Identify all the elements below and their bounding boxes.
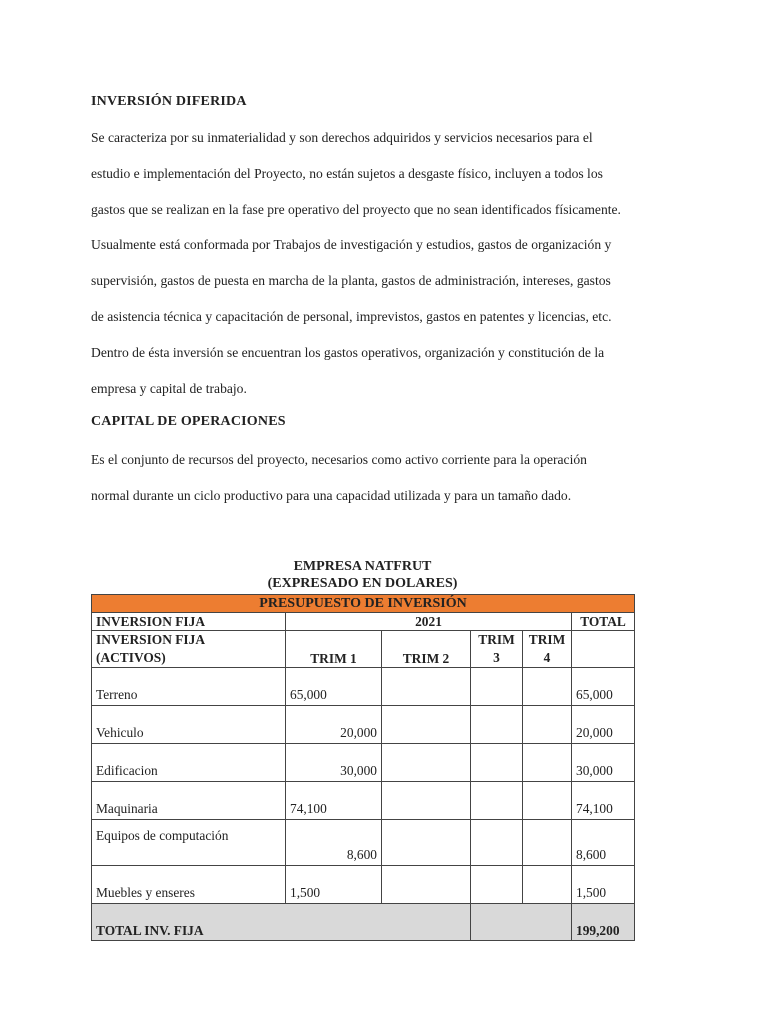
- subheader-activos-line2: (ACTIVOS): [96, 650, 166, 665]
- subheader-trim3: [471, 631, 523, 668]
- subheader-total-empty: [572, 631, 635, 668]
- table-header-row: [92, 613, 635, 631]
- row-total: 65,000: [572, 668, 635, 706]
- row-trim3: [471, 744, 523, 782]
- header-year: 2021: [286, 613, 572, 631]
- row-label: Vehiculo: [92, 706, 286, 744]
- row-label: Edificacion: [92, 744, 286, 782]
- subheader-trim3-line2: 3: [493, 650, 500, 665]
- paragraph-line: Es el conjunto de recursos del proyecto, necesarios como activo corriente para la operación: [91, 452, 587, 467]
- row-trim4: [523, 706, 572, 744]
- row-trim3: [471, 820, 523, 866]
- table-title: PRESUPUESTO DE INVERSIÓN: [92, 595, 635, 613]
- row-trim3: [471, 706, 523, 744]
- row-trim1: 20,000: [286, 706, 382, 744]
- row-label: Muebles y enseres: [92, 866, 286, 904]
- paragraph-line: supervisión, gastos de puesta en marcha de la planta, gastos de administración, intereses, gastos: [91, 273, 611, 289]
- row-trim2: [382, 782, 471, 820]
- row-label: Terreno: [92, 668, 286, 706]
- subheader-trim4-line1: TRIM: [528, 632, 566, 647]
- header-inversion-fija: INVERSION FIJA: [92, 613, 286, 631]
- total-label: TOTAL INV. FIJA: [92, 904, 471, 941]
- subheader-trim2: TRIM 2: [382, 631, 471, 668]
- table-row: [92, 820, 635, 866]
- subheader-trim1: TRIM 1: [286, 631, 382, 668]
- table-caption-currency: (EXPRESADO EN DOLARES): [267, 576, 458, 591]
- row-trim4: [523, 866, 572, 904]
- row-total: 8,600: [572, 820, 635, 866]
- row-trim2: [382, 744, 471, 782]
- table-row: [92, 866, 635, 904]
- row-trim3: [471, 782, 523, 820]
- row-trim4: [523, 668, 572, 706]
- row-total: 1,500: [572, 866, 635, 904]
- row-label: Equipos de computación: [92, 820, 286, 866]
- row-total: 30,000: [572, 744, 635, 782]
- row-trim4: [523, 744, 572, 782]
- row-trim1: 8,600: [286, 820, 382, 866]
- table-row: [92, 782, 635, 820]
- row-total: 74,100: [572, 782, 635, 820]
- table-row: [92, 668, 635, 706]
- row-trim1: 74,100: [286, 782, 382, 820]
- paragraph-line: normal durante un ciclo productivo para una capacidad utilizada y para un tamaño dado.: [91, 487, 572, 503]
- table-row: [92, 706, 635, 744]
- subheader-trim3-line1: TRIM: [478, 632, 515, 647]
- paragraph-line: Usualmente está conformada por Trabajos de investigación y estudios, gastos de organización y: [91, 237, 612, 253]
- paragraph-line: Se caracteriza por su inmaterialidad y son derechos adquiridos y servicios necesarios para el: [91, 130, 593, 145]
- total-value: 199,200: [572, 904, 635, 941]
- row-trim2: [382, 706, 471, 744]
- investment-budget-table: [91, 594, 635, 941]
- table-total-row: [92, 904, 635, 941]
- header-total: TOTAL: [572, 613, 635, 631]
- paragraph-capital-de-operaciones: [91, 442, 691, 514]
- table-subheader-row: [92, 631, 635, 668]
- section-title-inversion-diferida: INVERSIÓN DIFERIDA: [91, 94, 247, 109]
- row-total: 20,000: [572, 706, 635, 744]
- row-trim1: 30,000: [286, 744, 382, 782]
- subheader-trim4-line2: 4: [543, 650, 551, 665]
- subheader-trim4: [523, 631, 572, 668]
- paragraph-line: Dentro de ésta inversión se encuentran los gastos operativos, organización y constitución de la: [91, 344, 605, 360]
- paragraph-line: gastos que se realizan en la fase pre operativo del proyecto que no sean identificados físicamente.: [91, 201, 621, 217]
- row-trim3: [471, 668, 523, 706]
- total-empty: [471, 904, 572, 941]
- section-title-capital-de-operaciones: CAPITAL DE OPERACIONES: [91, 414, 286, 429]
- paragraph-inversion-diferida: [91, 120, 691, 406]
- subheader-activos-line1: INVERSION FIJA: [96, 632, 206, 647]
- row-label: Maquinaria: [92, 782, 286, 820]
- row-trim1: 65,000: [286, 668, 382, 706]
- table-row: [92, 744, 635, 782]
- row-trim4: [523, 782, 572, 820]
- table-caption-company: EMPRESA NATFRUT: [293, 559, 432, 574]
- subheader-activos: [92, 631, 286, 668]
- paragraph-line: empresa y capital de trabajo.: [91, 380, 247, 396]
- row-trim2: [382, 668, 471, 706]
- row-trim4: [523, 820, 572, 866]
- row-trim3: [471, 866, 523, 904]
- row-trim2: [382, 866, 471, 904]
- table-title-row: [92, 595, 635, 613]
- row-trim1: 1,500: [286, 866, 382, 904]
- paragraph-line: estudio e implementación del Proyecto, no están sujetos a desgaste físico, incluyen a todos los: [91, 165, 603, 181]
- row-trim2: [382, 820, 471, 866]
- paragraph-line: de asistencia técnica y capacitación de personal, imprevistos, gastos en patentes y licencias, etc.: [91, 308, 612, 324]
